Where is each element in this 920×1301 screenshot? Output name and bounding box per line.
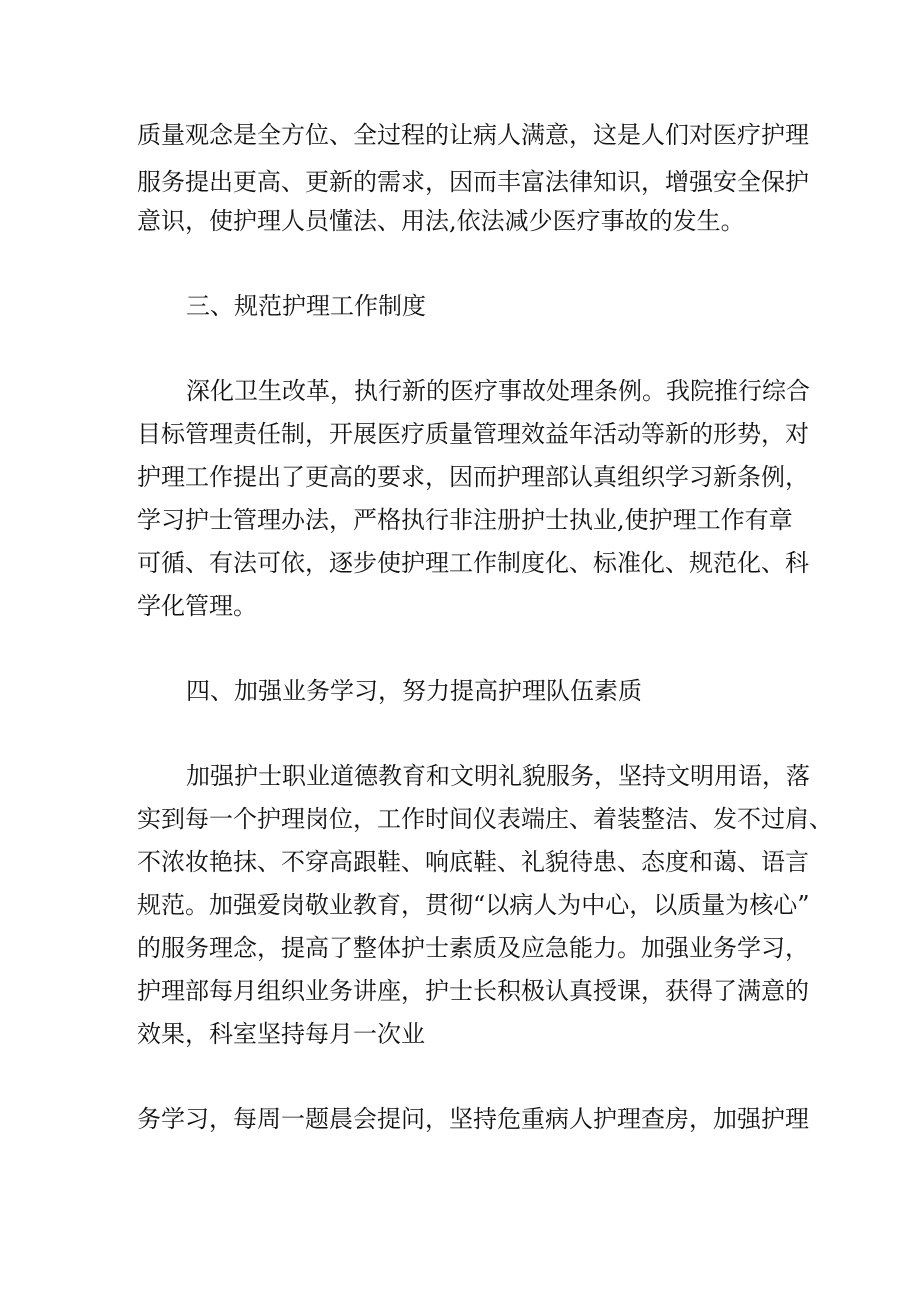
paragraph-line <box>0 114 920 156</box>
paragraph-line <box>0 841 920 883</box>
section-heading-3 <box>0 285 920 327</box>
line-text: 意识，使护理人员懂法、用法,依法减少医疗事故的发生。 <box>137 207 745 235</box>
paragraph-line <box>0 161 920 203</box>
line-text: 可循、有法可依，逐步使护理工作制度化、标准化、规范化、科 <box>137 549 809 577</box>
paragraph-line <box>0 1013 920 1055</box>
line-text: 质量观念是全方位、全过程的让病人满意，这是人们对医疗护理 <box>137 121 809 149</box>
paragraph-line <box>0 755 920 797</box>
paragraph-line <box>0 1098 920 1140</box>
line-text: 学化管理。 <box>137 592 257 620</box>
line-text: 护理工作提出了更高的要求，因而护理部认真组织学习新条例， <box>137 463 809 491</box>
line-text: 护理部每月组织业务讲座，护士长积极认真授课，获得了满意的 <box>137 977 809 1005</box>
line-text: 目标管理责任制，开展医疗质量管理效益年活动等新的形势，对 <box>137 420 809 448</box>
paragraph-line <box>0 542 920 584</box>
line-text: 服务提出更高、更新的需求，因而丰富法律知识，增强安全保护 <box>137 168 809 196</box>
paragraph-line <box>0 585 920 627</box>
line-text: 规范。加强爱岗敬业教育，贯彻“以病人为中心，以质量为核心” <box>137 891 810 919</box>
line-text: 学习护士管理办法，严格执行非注册护士执业,使护理工作有章 <box>137 506 793 534</box>
paragraph-line <box>0 413 920 455</box>
line-text: 务学习，每周一题晨会提问，坚持危重病人护理查房，加强护理 <box>137 1105 809 1133</box>
paragraph-line <box>0 798 920 840</box>
paragraph-line <box>0 499 920 541</box>
paragraph-line <box>0 456 920 498</box>
heading-text: 四、加强业务学习，努力提高护理队伍素质 <box>186 677 642 705</box>
line-text: 的服务理念，提高了整体护士素质及应急能力。加强业务学习， <box>137 934 809 962</box>
line-text: 深化卫生改革，执行新的医疗事故处理条例。我院推行综合 <box>186 377 810 405</box>
line-text: 加强护士职业道德教育和文明礼貌服务，坚持文明用语，落 <box>186 762 810 790</box>
paragraph-line <box>0 200 920 242</box>
section-heading-4 <box>0 670 920 712</box>
heading-text: 三、规范护理工作制度 <box>186 292 426 320</box>
paragraph-line <box>0 927 920 969</box>
paragraph-line <box>0 884 920 926</box>
paragraph-line <box>0 970 920 1012</box>
paragraph-line <box>0 370 920 412</box>
line-text: 效果，科室坚持每月一次业 <box>137 1020 425 1048</box>
line-text: 实到每一个护理岗位，工作时间仪表端庄、着装整洁、发不过肩、 <box>137 805 833 833</box>
line-text: 不浓妆艳抹、不穿高跟鞋、响底鞋、礼貌待患、态度和蔼、语言 <box>137 848 809 876</box>
